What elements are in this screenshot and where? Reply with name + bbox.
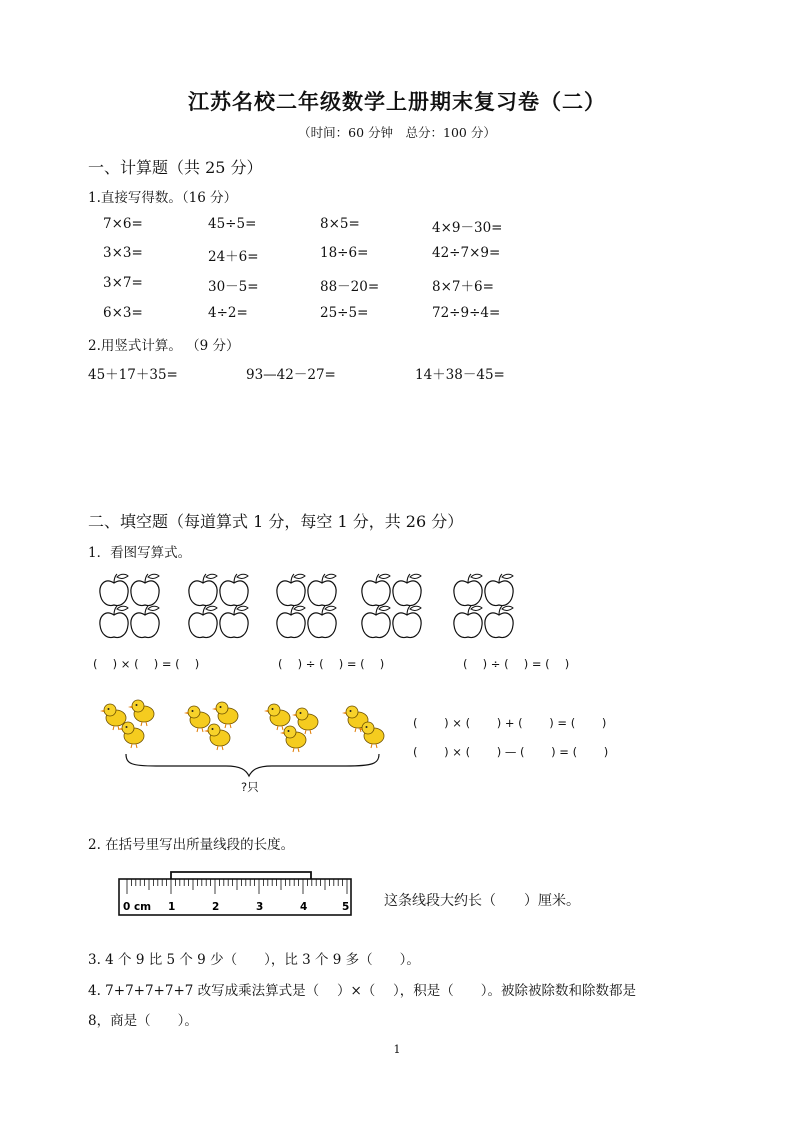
calc-cell: 45÷5= [208, 216, 257, 232]
chick-equation: ( ) × ( ) + ( ) = ( ) [413, 716, 607, 730]
apple-group [100, 574, 159, 638]
apple-group [362, 574, 421, 638]
ruler-tick-label: 1 [168, 901, 176, 913]
calc-cell: 7×6= [103, 216, 143, 232]
ruler-illustration [118, 865, 354, 919]
fill-q4-line2: 8，商是（ ）。 [88, 1013, 198, 1029]
calc-cell: 8×7＋6= [432, 279, 494, 295]
calc-cell: 3×3= [103, 245, 143, 261]
chick [184, 706, 210, 732]
calc-cell: 24＋6= [208, 249, 259, 265]
calc-cell: 4÷2= [208, 305, 248, 321]
calc-cell: 72÷9÷4= [432, 305, 501, 321]
q1-label: 1.直接写得数。（16 分） [88, 190, 238, 206]
fill-q1-label: 1．看图写算式。 [88, 545, 192, 561]
calc-cell: 42÷7×9= [432, 245, 501, 261]
apple-equation: ( ) ÷ ( ) = ( ) [278, 657, 385, 671]
vertical-calc-item: 14＋38－45= [415, 367, 505, 383]
section2-heading: 二、填空题（每道算式 1 分，每空 1 分，共 26 分） [88, 512, 464, 531]
calc-cell: 25÷5= [320, 305, 369, 321]
page-title: 江苏名校二年级数学上册期末复习卷（二） [188, 90, 606, 114]
apple-equation: ( ) ÷ ( ) = ( ) [463, 657, 570, 671]
calc-cell: 88－20= [320, 279, 380, 295]
chick [280, 726, 306, 752]
apple-group [189, 574, 248, 638]
chick [204, 724, 230, 750]
ruler-tick-label: 3 [256, 901, 264, 913]
page-number: 1 [393, 1043, 401, 1056]
fill-q4-line1: 4. 7+7+7+7+7 改写成乘法算式是（ ）×（ ），积是（ ）。被除被除数和除数都是 [88, 983, 637, 999]
apple-equation: ( ) × ( ) = ( ) [93, 657, 200, 671]
brace-label: ?只 [241, 780, 259, 794]
calc-cell: 6×3= [103, 305, 143, 321]
q2-label: 2.用竖式计算。 （9 分） [88, 338, 240, 354]
section1-heading: 一、计算题（共 25 分） [88, 158, 263, 177]
ruler-tick-label: 4 [300, 901, 308, 913]
ruler-tick-label: 2 [212, 901, 220, 913]
chick [264, 704, 290, 730]
ruler-tick-label: 5 [342, 901, 350, 913]
calc-cell: 18÷6= [320, 245, 369, 261]
vertical-calc-item: 93—42－27= [246, 367, 336, 383]
curly-brace [126, 754, 379, 776]
calc-cell: 4×9－30= [432, 220, 503, 236]
apple-group [454, 574, 513, 638]
apples-illustration [90, 566, 530, 642]
chick-equation: ( ) × ( ) — ( ) = ( ) [413, 745, 609, 759]
ruler-answer: 这条线段大约长（ ）厘米。 [384, 893, 580, 909]
calc-cell: 30－5= [208, 279, 259, 295]
apple-group [277, 574, 336, 638]
chick [128, 700, 154, 726]
chick [118, 722, 144, 748]
vertical-calc-item: 45＋17＋35= [88, 367, 178, 383]
ruler-tick-label: 0 cm [123, 901, 152, 913]
calc-cell: 8×5= [320, 216, 360, 232]
measured-segment [171, 872, 311, 879]
fill-q2-label: 2. 在括号里写出所量线段的长度。 [88, 837, 295, 853]
fill-q3: 3. 4 个 9 比 5 个 9 少（ ），比 3 个 9 多（ ）。 [88, 952, 420, 968]
page-subtitle: （时间：60 分钟 总分：100 分） [298, 125, 496, 140]
calc-cell: 3×7= [103, 275, 143, 291]
